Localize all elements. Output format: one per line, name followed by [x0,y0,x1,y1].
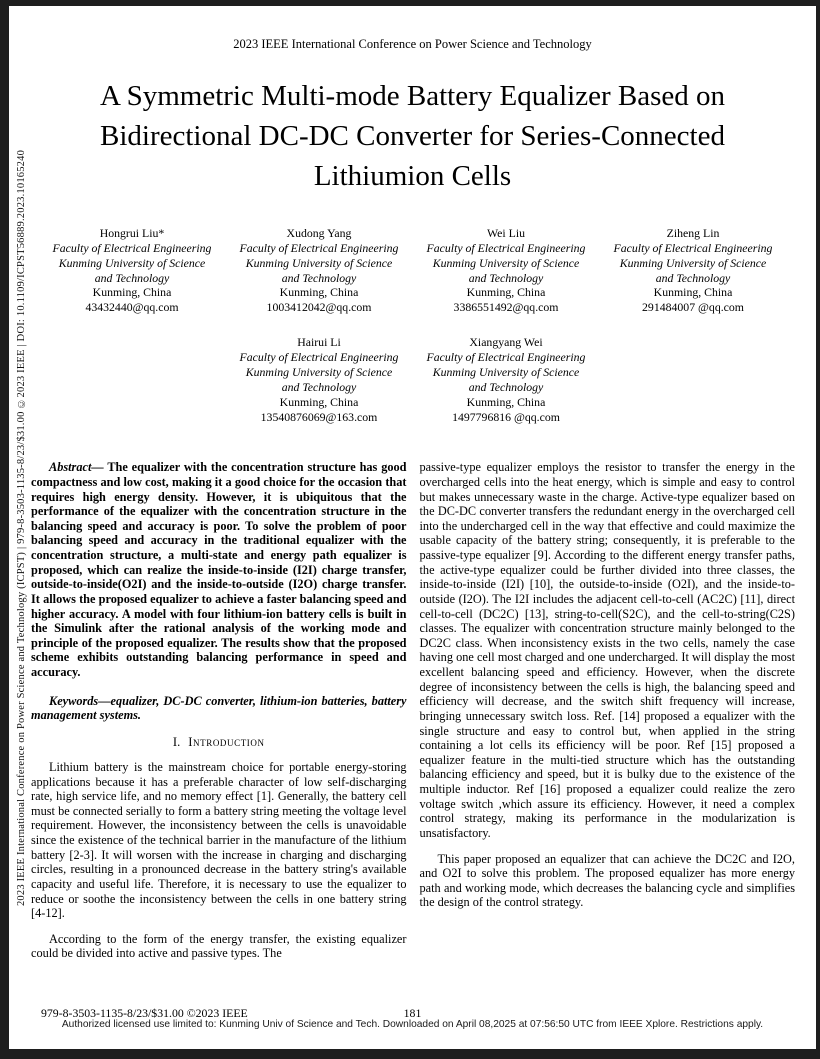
section-heading-introduction [31,735,407,750]
abstract-text: The equalizer with the concentration structure has good compactness and low cost, making it a good choice for the occasion that requires high energy density. However, it is ubiquitous that the performance of the equalizer with the concentration structure in the balancing speed and accuracy is poor. To solve the problem of poor balancing speed and accuracy in the traditional equalizer with the concentration structure, a multi-state and energy path equalizer is proposed, which can realize the inside-to-inside (I2I) charge transfer, outside-to-inside(O2I) and the inside-to-outside (I2O) charge transfer. It allows the proposed equalizer to achieve a faster balancing speed and higher accuracy. A model with four lithium-ion battery cells is built in the Simulink after the rational analysis of the working mode and principle of the proposed equalizer. The results show that the proposed scheme exhibits outstanding balancing performance in speed and accuracy. [31,460,407,680]
keywords [31,694,407,723]
license-notice: Authorized licensed use limited to: Kunming Univ of Science and Tech. Downloaded on April 08,2025 at 07:56:50 UTC from IEEE Xplore. Restrictions apply. [61,1019,764,1030]
author-university-2: and Technology [281,379,357,394]
author-university-2: and Technology [94,270,170,285]
author-city: Kunming, China [653,285,733,300]
author-block-6 [413,335,600,424]
section-title: Introduction [188,734,265,749]
author-name: Xudong Yang [286,226,352,241]
author-city: Kunming, China [279,394,359,409]
author-email: 291484007 @qq.com [642,300,744,315]
author-email: 1003412042@qq.com [266,300,372,315]
author-department: Faculty of Electrical Engineering [239,350,399,365]
left-column [31,460,407,972]
two-column-body [31,460,795,972]
title-line-2: Bidirectional DC-DC Converter for Series-Connected [100,120,725,153]
title-line-3: Lithiumion Cells [313,160,512,193]
author-university: Kunming University of Science [245,364,393,379]
author-block-2 [226,226,413,315]
intro-paragraph-3: This paper proposed an equalizer that can achieve the DC2C and I2O, and O2I to solve this problem. The proposed equalizer has more energy path and working mode, which decreases the balancing cycle and simplifies the design of the control strategy. [419,851,795,910]
author-department: Faculty of Electrical Engineering [239,240,399,255]
keywords-label: Keywords— [49,693,111,708]
authors-row-2 [9,335,816,424]
author-department: Faculty of Electrical Engineering [426,350,586,365]
author-city: Kunming, China [466,394,546,409]
paper-title [48,76,778,196]
author-block-3 [413,226,600,315]
conference-header: 2023 IEEE International Conference on Power Science and Technology [233,37,592,51]
copyright-notice: 979-8-3503-1135-8/23/$31.00 ©2023 IEEE [41,1006,248,1020]
author-department: Faculty of Electrical Engineering [426,240,586,255]
author-university: Kunming University of Science [58,255,206,270]
author-city: Kunming, China [92,285,172,300]
intro-paragraph-2-continued: passive-type equalizer employs the resistor to transfer the energy in the overcharged cells into the heat energy, which is simple and easy to control but makes unnecessary waste in the charge. Active-type equalizer based on the DC-DC converter transfers the redundant energy in the overcharged cell into the undercharged cell in the way that effective and could maximize the usable capacity of the battery string; consequently, it is preferable to the passive-type equalizer [9]. According to the different energy transfer paths, the active-type equalizer could be further divided into three classes, the inside-to-inside (I2I) [10], the outside-to-inside (O2I), and the inside-to-outside (I2O). The I2I includes the adjacent cell-to-cell (AC2C) [11], direct cell-to-cell (DC2C) [13], string-to-cell(S2C), and the cell-to-string(C2S) classes. The equalizer with concentration structure mainly belonged to the DC2C class. When inconsistency exists in the two cells, namely the case having one cell most charged and one undercharged. It will display the most excellent balancing speed and efficiency. However, when the discrete degree of inconsistency between the cells is high, the balancing speed and efficiency will decrease, and the switch shift frequency will increase, bringing unnecessary switch loss. Ref. [14] proposed a equalizer with the single structure and easy to control but, when applied in the string containing a lot cells its efficiency will be poor. Ref [15] proposed a equalizer feature in the multi-tied structure which has the outstanding balancing efficiency and speed, but it is bulky due to the existence of the multiple inductor. Ref [16] proposed a equalizer could realize the zero voltage switch ,which assure its efficiency. However, it need a complex control strategy, making its performance in the modularization is unsatisfactory. [419,460,795,840]
author-name: Xiangyang Wei [469,335,543,350]
author-block-5 [226,335,413,424]
intro-paragraph-1: Lithium battery is the mainstream choice for portable energy-storing applications because it has a preferable character of low self-discharging rate, high service life, and no memory effect [1]. Generally, the battery cell must be connected serially to form a battery string meeting the voltage level requirement. However, the inconsistency between the cells is unavoidable since the existence of the technical barrier in the manufacture of the lithium battery [2-3]. It will worsen with the increase in charging and discharging circles, resulting in a pronounced decrease in the battery string's available capacity and useful life. Therefore, it is necessary to use the equalizer to reduce or soothe the inconsistency between the cells in one battery string [4-12]. [31,759,407,921]
author-university-2: and Technology [281,270,357,285]
author-department: Faculty of Electrical Engineering [52,240,212,255]
author-name: Wei Liu [486,226,526,241]
abstract [31,460,407,679]
right-column [420,460,796,972]
author-university-2: and Technology [655,270,731,285]
author-block-1 [39,226,226,315]
author-university: Kunming University of Science [619,255,767,270]
author-university: Kunming University of Science [245,255,393,270]
author-email: 13540876069@163.com [260,409,378,424]
title-line-1: A Symmetric Multi-mode Battery Equalizer Based on [100,80,725,112]
author-university-2: and Technology [468,379,544,394]
author-name: Hongrui Liu* [99,226,165,241]
author-university-2: and Technology [468,270,544,285]
author-city: Kunming, China [466,285,546,300]
author-university: Kunming University of Science [432,255,580,270]
abstract-label: Abstract— [49,460,104,475]
keywords-text: equalizer, DC-DC converter, lithium-ion batteries, battery management systems. [31,693,407,723]
author-block-4 [600,226,787,315]
page-number: 181 [403,1006,422,1020]
author-name: Ziheng Lin [666,226,720,241]
author-university: Kunming University of Science [432,364,580,379]
author-department: Faculty of Electrical Engineering [613,240,773,255]
paper-page [9,6,816,1049]
intro-paragraph-2: According to the form of the energy transfer, the existing equalizer could be divided into active and passive types. The [31,931,407,961]
sidebar-citation-text: 2023 IEEE International Conference on Power Science and Technology (ICPST) | 979-8-3503-1135-8/23/$31.00 ©2023 IEEE | DOI: 10.1109/ICPST56889.2023.10165240 [16,149,27,906]
author-city: Kunming, China [279,285,359,300]
authors-row-1 [9,226,816,315]
author-email: 1497796816 @qq.com [452,409,560,424]
author-email: 3386551492@qq.com [453,300,559,315]
author-name: Hairui Li [297,335,341,350]
author-email: 43432440@qq.com [85,300,179,315]
section-number: I. [172,734,181,749]
